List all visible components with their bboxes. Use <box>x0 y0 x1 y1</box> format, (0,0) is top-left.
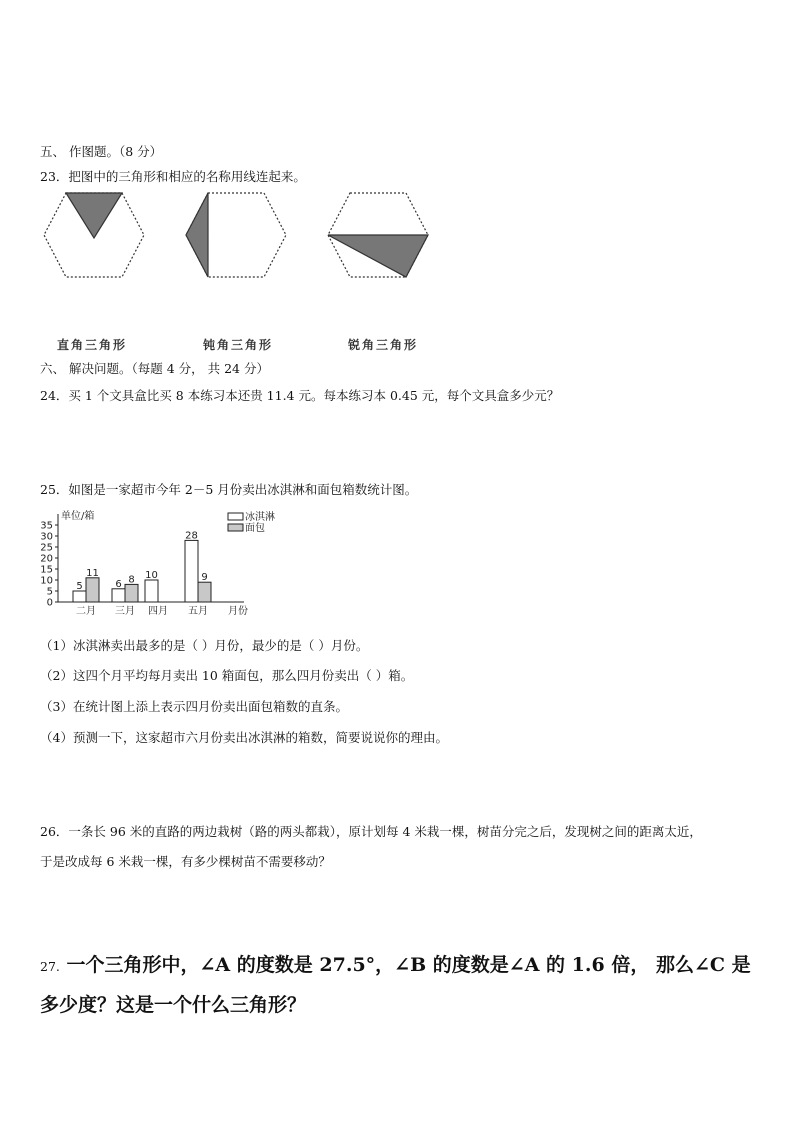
bar-value-label: 6 <box>115 578 122 590</box>
label-right-triangle: 直角三角形 <box>57 338 128 352</box>
legend-label-面包: 面包 <box>245 523 265 534</box>
q25-sub3: （3）在统计图上添上表示四月份卖出面包箱数的直条。 <box>40 699 348 714</box>
bar-value-label: 10 <box>145 570 158 581</box>
bar-value-label: 28 <box>185 530 198 542</box>
section5-title: 五、 作图题。（8 分） <box>40 144 163 159</box>
q27-line2: 多少度？这是一个什么三角形？ <box>40 994 307 1016</box>
category-label-三月: 三月 <box>115 606 135 617</box>
bar-冰淇淋-五月 <box>185 540 198 602</box>
y-axis-unit-label: 单位/箱 <box>61 511 95 522</box>
q25-sub1: （1）冰淇淋卖出最多的是（ ）月份，最少的是（ ）月份。 <box>40 638 369 653</box>
bar-冰淇淋-三月 <box>112 589 125 602</box>
q24-text: 24．买 1 个文具盒比买 8 本练习本还贵 11.4 元。每本练习本 0.45 元，每个文具盒多少元？ <box>40 388 560 403</box>
y-tick-label: 5 <box>46 586 53 598</box>
label-obtuse-triangle: 钝角三角形 <box>203 338 274 352</box>
q26-line2: 于是改成每 6 米栽一棵，有多少棵树苗不需要移动？ <box>40 854 331 869</box>
bar-value-label: 8 <box>128 574 135 586</box>
legend-swatch-面包 <box>228 524 243 531</box>
bar-value-label: 9 <box>201 572 208 584</box>
hexagon-figure-3 <box>322 190 434 280</box>
y-tick-label: 15 <box>40 564 53 576</box>
y-tick-label: 35 <box>40 520 53 532</box>
y-tick-label: 20 <box>40 553 53 565</box>
hexagon-figure-1 <box>38 190 150 280</box>
bar-面包-五月 <box>198 582 211 602</box>
bar-冰淇淋-四月 <box>145 580 158 602</box>
category-label-二月: 二月 <box>76 606 96 617</box>
q25-sub4: （4）预测一下，这家超市六月份卖出冰淇淋的箱数，简要说说你的理由。 <box>40 730 448 745</box>
legend-swatch-冰淇淋 <box>228 513 243 520</box>
legend-label-冰淇淋: 冰淇淋 <box>245 512 275 523</box>
q27-line1-text: 一个三角形中，∠A 的度数是 27.5°，∠B 的度数是∠A 的 1.6 倍， 那么∠C 是 <box>66 954 751 976</box>
q25-sub2: （2）这四个月平均每月卖出 10 箱面包，那么四月份卖出（ ）箱。 <box>40 668 414 683</box>
label-acute-triangle: 锐角三角形 <box>348 338 419 352</box>
bar-面包-三月 <box>125 584 138 602</box>
y-tick-label: 0 <box>46 597 53 609</box>
bar-面包-二月 <box>86 578 99 602</box>
q26-line1: 26．一条长 96 米的直路的两边栽树（路的两头都栽），原计划每 4 米栽一棵，树苗分完之后，发现树之间的距离太近， <box>40 824 702 839</box>
bar-冰淇淋-二月 <box>73 591 86 602</box>
category-label-四月: 四月 <box>148 606 168 617</box>
q27-number: 27. <box>40 959 60 974</box>
bar-value-label: 11 <box>86 567 99 579</box>
bar-value-label: 5 <box>76 581 83 592</box>
y-tick-label: 30 <box>40 531 53 543</box>
hexagon-figure-2 <box>180 190 292 280</box>
x-axis-label: 月份 <box>228 606 248 617</box>
q27-line1 <box>40 950 751 977</box>
y-tick-label: 25 <box>40 542 53 554</box>
section6-title: 六、 解决问题。（每题 4 分， 共 24 分） <box>40 361 269 376</box>
y-tick-label: 10 <box>40 575 53 587</box>
category-label-五月: 五月 <box>188 606 208 617</box>
bar-chart <box>34 506 275 622</box>
q25-text: 25．如图是一家超市今年 2－5 月份卖出冰淇淋和面包箱数统计图。 <box>40 482 418 497</box>
q23-text: 23．把图中的三角形和相应的名称用线连起来。 <box>40 169 306 184</box>
